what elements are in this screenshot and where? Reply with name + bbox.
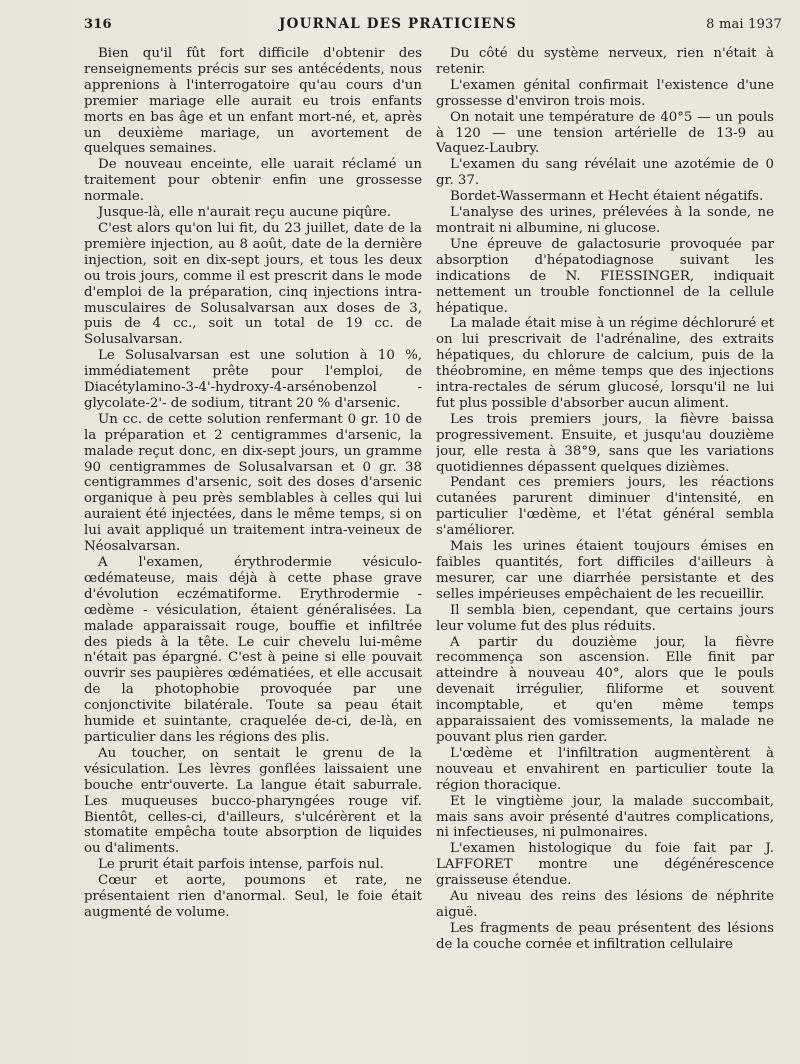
journal-title: JOURNAL DES PRATICIENS [279,16,517,32]
paragraph: La malade était mise à un régime déchloruré et on lui prescrivait de l'adrénaline, des extraits hépatiques, du chlorure de calcium, puis de la théobromine, en même temps que des injections intra-rectales de sérum glucosé, lorsqu'il ne lui fut plus possible d'absorber aucun aliment. [436,316,774,411]
paragraph: Du côté du système nerveux, rien n'était à retenir. [436,46,774,77]
paragraph: Les trois premiers jours, la fièvre baissa progressivement. Ensuite, et jusqu'au douzième jour, elle resta à 38°9, sans que les variations quotidiennes dépassent quelques dizièmes. [436,411,774,475]
paragraph: Un cc. de cette solution renfermant 0 gr. 10 de la préparation et 2 centigrammes d'arsenic, la malade reçut donc, en dix-sept jours, un gramme 90 centigrammes de Solusalvarsan et 0 gr. 38 centigrammes d'arsenic, soit des doses d'arsenic organique à peu près semblables à celles qui lui auraient été injectées, dans le même temps, si on lui avait appliqué un traitement intra-veineux de Néosalvarsan. [84,411,422,555]
paragraph: Le prurit était parfois intense, parfois nul. [98,857,384,873]
paragraph: On notait une température de 40°5 — un pouls à 120 — une tension artérielle de 13-9 au Vaquez-Laubry. [436,109,774,157]
paragraph: Cœur et aorte, poumons et rate, ne présentaient rien d'anormal. Seul, le foie était augmenté de volume. [84,873,422,920]
paragraph: Au toucher, on sentait le grenu de la vésiculation. Les lèvres gonflées laissaient une bouche entr'ouverte. La langue était saburrale. Les muqueuses bucco-pharyngées rouge vif. Bientôt, celles-ci, d'ailleurs, s'ulcérèrent et la stomatite empêcha toute absorption de liquides ou d'aliments. [84,745,422,857]
text-run: Une épreuve de galactosurie provoquée par absorption d'hépatodiagnose suivant les indications de N. [436,236,774,284]
paragraph: Mais les urines étaient toujours émises en faibles quantités, fort difficiles d'ailleurs à mesurer, car une diarrhée persistante et des selles impérieuses empêchaient de les recueillir. [436,539,774,602]
paragraph [436,841,774,889]
paragraph: Pendant ces premiers jours, les réactions cutanées parurent diminuer d'intensité, en particulier l'œdème, et l'état général sembla s'améliorer. [436,475,774,539]
paragraph [436,237,774,317]
paragraph: L'œdème et l'infiltration augmentèrent à nouveau et envahirent en particulier toute la région thoracique. [436,745,774,793]
text-run: montre une dégénérescence graisseuse étendue. [436,857,774,889]
paragraph: L'examen du sang révélait une azotémie de 0 gr. 37. [436,157,774,189]
paragraph: Le Solusalvarsan est une solution à 10 %, immédiatement prête pour l'emploi, de Diacétylamino-3-4'-hydroxy-4-arsénobenzol - glycolate-2'- de sodium, titrant 20 % d'arsenic. [84,348,422,411]
text-run: L'examen histologique du foie fait par J. [450,841,774,857]
paragraph: L'analyse des urines, prélevées à la sonde, ne montrait ni albumine, ni glucose. [436,205,774,236]
paragraph: A partir du douzième jour, la fièvre recommença son ascension. Elle finit par atteindre à nouveau 40°, alors que le pouls devenait irrégulier, filiforme et souvent incomptable, et qu'en même temps apparaissaient des vomissements, la malade ne pouvant plus rien garder. [436,634,774,745]
paragraph: Au niveau des reins des lésions de néphrite aiguë. [436,889,774,920]
article-columns [84,46,782,953]
page-number: 316 [84,17,112,32]
paragraph: Et le vingtième jour, la malade succombait, mais sans avoir présenté d'autres complications, ni infectieuses, ni pulmonaires. [436,793,774,841]
paragraph: Les fragments de peau présentent des lésions de la couche cornée et infiltration cellulaire [436,920,774,952]
page-header [84,16,782,36]
issue-date: 8 mai 1937 [706,17,782,32]
paragraph: Il sembla bien, cependant, que certains jours leur volume fut des plus réduits. [436,602,774,634]
paragraph: Bordet-Wassermann et Hecht étaient négatifs. [450,189,764,205]
paragraph: De nouveau enceinte, elle uarait réclamé un traitement pour obtenir enfin une grossesse normale. [84,157,422,205]
paragraph: A l'examen, érythrodermie vésiculo-œdémateuse, mais déjà à cette phase grave d'évolution eczématiforme. Erythrodermie - œdème - vésiculation, étaient généralisées. La malade apparaissait rouge, bouffie et infiltrée des pieds à la tête. Le cuir chevelu lui-même n'était pas épargné. C'est à peine si elle pouvait ouvrir ses paupières œdématiées, et elle accusait de la photophobie provoquée par une conjonctivite bilatérale. Toute sa peau était humide et suintante, craquelée de-ci, de-là, en particulier dans les régions des plis. [84,555,422,745]
author-name: FIESSINGER [600,268,690,284]
paragraph: C'est alors qu'on lui fit, du 23 juillet, date de la première injection, au 8 août, date de la dernière injection, soit en dix-sept jours, et tous les deux ou trois jours, comme il est prescrit dans le mode d'emploi de la préparation, cinq injections intra-musculaires de Solusalvarsan aux doses de 3, puis de 4 cc., soit un total de 19 cc. de Solusalvarsan. [84,220,422,348]
paragraph: Bien qu'il fût fort difficile d'obtenir des renseignements précis sur ses antécédents, nous apprenions à l'interrogatoire qu'au cours d'un premier mariage elle aurait eu trois enfants morts en bas âge et un enfant mort-né, et, après un deuxième mariage, un avortement de quelques semaines. [84,46,422,157]
paragraph: Jusque-là, elle n'aurait reçu aucune piqûre. [98,205,392,221]
paragraph: L'examen génital confirmait l'existence d'une grossesse d'environ trois mois. [436,77,774,109]
right-column [436,46,774,953]
text-run: , indiquait nettement un trouble fonctionnel de la cellule hépatique. [436,268,774,316]
author-name: LAFFORET [436,857,513,873]
left-column [84,46,422,953]
